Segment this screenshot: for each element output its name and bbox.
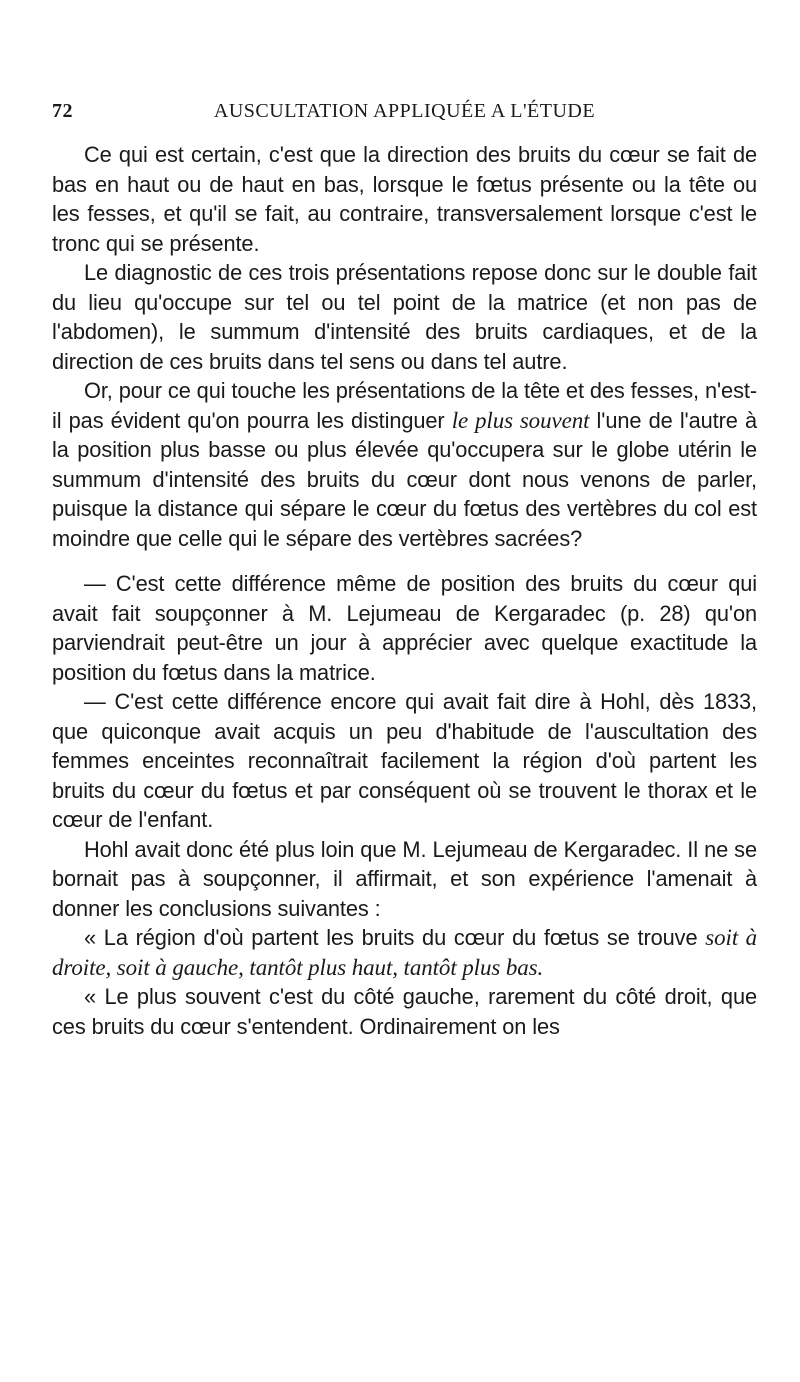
page-number: 72	[52, 100, 73, 122]
paragraph-quote-cote: « Le plus souvent c'est du côté gauche, rarement du côté droit, que ces bruits du cœur s'entendent. Ordinairement on les	[52, 984, 757, 1039]
paragraph-tete-fesses-end: l'une de l'autre à la position plus basse ou plus élevée qu'occupera sur le globe utérin le summum d'intensité des bruits du cœur dont nous venons de parler, puisque la distance qui sépare le cœur du fœtus des vertèbres du col est moindre que celle qui le sépare des vertèbres sacrées?	[52, 407, 757, 551]
running-head	[52, 100, 757, 130]
paragraph-quote-region-start: « La région d'où partent les bruits du cœur du fœtus se trouve	[84, 925, 706, 950]
paragraph-tete-fesses-start: Or, pour ce qui touche les présentations de la tête et des fesses, n'est-il pas évident qu'on pourra les distinguer	[52, 378, 757, 433]
paragraph-hohl-plus-loin: Hohl avait donc été plus loin que M. Lejumeau de Kergaradec. Il ne se bornait pas à soupçonner, il affirmait, et son expérience l'amenait à donner les conclusions suivantes :	[52, 836, 757, 921]
paragraph-hohl-1833: — C'est cette différence encore qui avait fait dire à Hohl, dès 1833, que quiconque avait acquis un peu d'habitude de l'auscultation des femmes enceintes reconnaîtrait facilement la région d'où partent les bruits du cœur du fœtus et par conséquent où se trouvent le thorax et le cœur de l'enfant.	[52, 689, 757, 832]
paragraph-direction-bruits: Ce qui est certain, c'est que la direction des bruits du cœur se fait de bas en haut ou de haut en bas, lorsque le fœtus présente ou la tête ou les fesses, et qu'il se fait, au contraire, transversalement lorsque c'est le tronc qui se présente.	[52, 142, 757, 256]
running-title: AUSCULTATION APPLIQUÉE A L'ÉTUDE	[213, 100, 596, 122]
paragraph-tete-fesses	[52, 376, 757, 553]
body-text	[52, 140, 757, 1041]
paragraph-quote-region	[52, 923, 757, 982]
italic-le-plus-souvent: le plus souvent	[451, 407, 590, 433]
paragraph-lejumeau: — C'est cette différence même de position des bruits du cœur qui avait fait soupçonner à M. Lejumeau de Kergaradec (p. 28) qu'on parviendrait peut-être un jour à apprécier avec quelque exactitude la position du fœtus dans la matrice.	[52, 571, 757, 685]
italic-droite-gauche: soit à droite, soit à gauche, tantôt plus haut, tantôt plus bas.	[52, 925, 757, 980]
paragraph-diagnostic: Le diagnostic de ces trois présentations repose donc sur le double fait du lieu qu'occupe sur tel ou tel point de la matrice (et non pas de l'abdomen), le summum d'intensité des bruits cardiaques, et de la direction de ces bruits dans tel sens ou dans tel autre.	[52, 260, 757, 374]
